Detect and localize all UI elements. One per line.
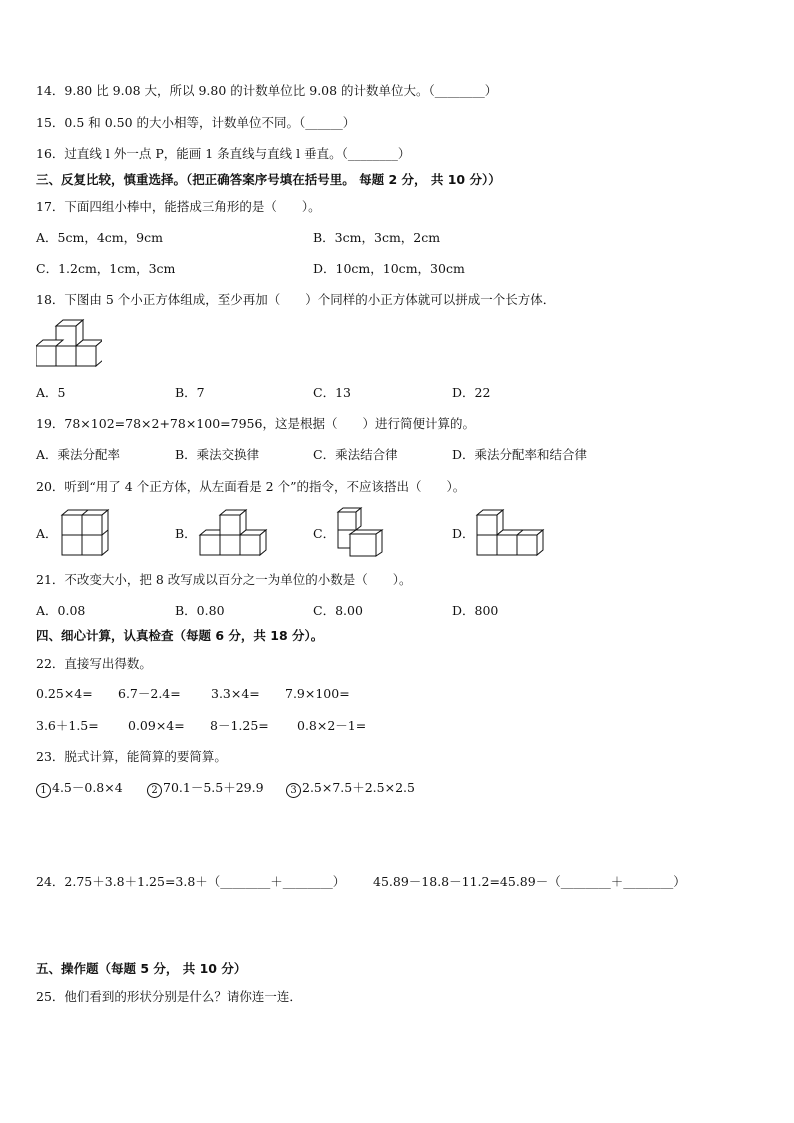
q22-expr: 6.7－2.4= bbox=[118, 686, 181, 701]
q21-option-b[interactable]: B．0.80 bbox=[175, 603, 225, 618]
q15-text: 15．0.5 和 0.50 的大小相等，计数单位不同。（______） bbox=[36, 115, 356, 130]
section-5-title: 五、操作题（每题 5 分， 共 10 分） bbox=[36, 961, 247, 976]
q22-expr: 8－1.25= bbox=[210, 718, 269, 733]
q22-stem: 22．直接写出得数。 bbox=[36, 656, 152, 671]
q22-expr: 0.25×4= bbox=[36, 686, 93, 701]
section-4-title: 四、细心计算，认真检查（每题 6 分，共 18 分）。 bbox=[36, 628, 324, 643]
q20-option-a[interactable]: A． bbox=[36, 526, 58, 541]
q19-stem: 19．78×102=78×2+78×100=7956，这是根据（ ）进行简便计算的。 bbox=[36, 416, 475, 431]
q18-stem: 18．下图由 5 个小正方体组成，至少再加（ ）个同样的小正方体就可以拼成一个长方体． bbox=[36, 292, 556, 307]
q25-stem: 25．他们看到的形状分别是什么？请你连一连． bbox=[36, 989, 302, 1004]
q20-figure-b bbox=[198, 509, 268, 557]
q19-option-a[interactable]: A．乘法分配率 bbox=[36, 447, 121, 462]
q24-part-2: 45.89－18.8－11.2=45.89－（________＋________） bbox=[373, 874, 686, 889]
circled-number: 2 bbox=[147, 783, 162, 798]
section-3-title: 三、反复比较，慎重选择。（把正确答案序号填在括号里。 每题 2 分， 共 10 分）） bbox=[36, 172, 501, 187]
circled-number: 3 bbox=[286, 783, 301, 798]
q22-expr: 3.6＋1.5= bbox=[36, 718, 99, 733]
q23-expression: 4.5－0.8×4 bbox=[52, 780, 123, 795]
q17-option-b[interactable]: B．3cm，3cm，2cm bbox=[313, 230, 441, 245]
q18-option-a[interactable]: A．5 bbox=[36, 385, 66, 400]
q21-option-c[interactable]: C．8.00 bbox=[313, 603, 363, 618]
q21-option-a[interactable]: A．0.08 bbox=[36, 603, 86, 618]
q24-part-1: 24．2.75＋3.8＋1.25=3.8＋（________＋________） bbox=[36, 874, 346, 889]
q22-expr: 0.09×4= bbox=[128, 718, 185, 733]
q18-cube-figure bbox=[36, 318, 102, 372]
q23-item-2 bbox=[147, 780, 264, 798]
q20-figure-d bbox=[475, 509, 545, 557]
q20-option-d[interactable]: D． bbox=[452, 526, 475, 541]
q23-expression: 2.5×7.5＋2.5×2.5 bbox=[302, 780, 415, 795]
q17-option-a[interactable]: A．5cm，4cm，9cm bbox=[36, 230, 163, 245]
q18-option-c[interactable]: C．13 bbox=[313, 385, 351, 400]
q20-option-c[interactable]: C． bbox=[313, 526, 336, 541]
q19-option-d[interactable]: D．乘法分配率和结合律 bbox=[452, 447, 588, 462]
q17-stem: 17．下面四组小棒中，能搭成三角形的是（ ）。 bbox=[36, 199, 321, 214]
q21-stem: 21．不改变大小，把 8 改写成以百分之一为单位的小数是（ ）。 bbox=[36, 572, 412, 587]
q22-expr: 0.8×2－1= bbox=[297, 718, 367, 733]
q23-item-1 bbox=[36, 780, 123, 798]
q16-text: 16．过直线 l 外一点 P，能画 1 条直线与直线 l 垂直。（________） bbox=[36, 146, 411, 161]
q23-stem: 23．脱式计算，能简算的要简算。 bbox=[36, 749, 227, 764]
q19-option-b[interactable]: B．乘法交换律 bbox=[175, 447, 260, 462]
q22-expr: 3.3×4= bbox=[211, 686, 260, 701]
q20-stem: 20．听到“用了 4 个正方体，从左面看是 2 个”的指令，不应该搭出（ ）。 bbox=[36, 479, 466, 494]
q20-figure-a bbox=[60, 509, 110, 557]
q20-figure-c bbox=[336, 506, 386, 560]
q21-option-d[interactable]: D．800 bbox=[452, 603, 499, 618]
q18-option-b[interactable]: B．7 bbox=[175, 385, 205, 400]
q23-expression: 70.1－5.5＋29.9 bbox=[163, 780, 264, 795]
q23-item-3 bbox=[286, 780, 415, 798]
q19-option-c[interactable]: C．乘法结合律 bbox=[313, 447, 398, 462]
circled-number: 1 bbox=[36, 783, 51, 798]
q17-option-d[interactable]: D．10cm，10cm，30cm bbox=[313, 261, 465, 276]
q22-expr: 7.9×100= bbox=[285, 686, 350, 701]
q20-option-b[interactable]: B． bbox=[175, 526, 197, 541]
q14-text: 14．9.80 比 9.08 大，所以 9.80 的计数单位比 9.08 的计数单位大。（________） bbox=[36, 83, 498, 98]
q18-option-d[interactable]: D．22 bbox=[452, 385, 491, 400]
q17-option-c[interactable]: C．1.2cm，1cm，3cm bbox=[36, 261, 176, 276]
